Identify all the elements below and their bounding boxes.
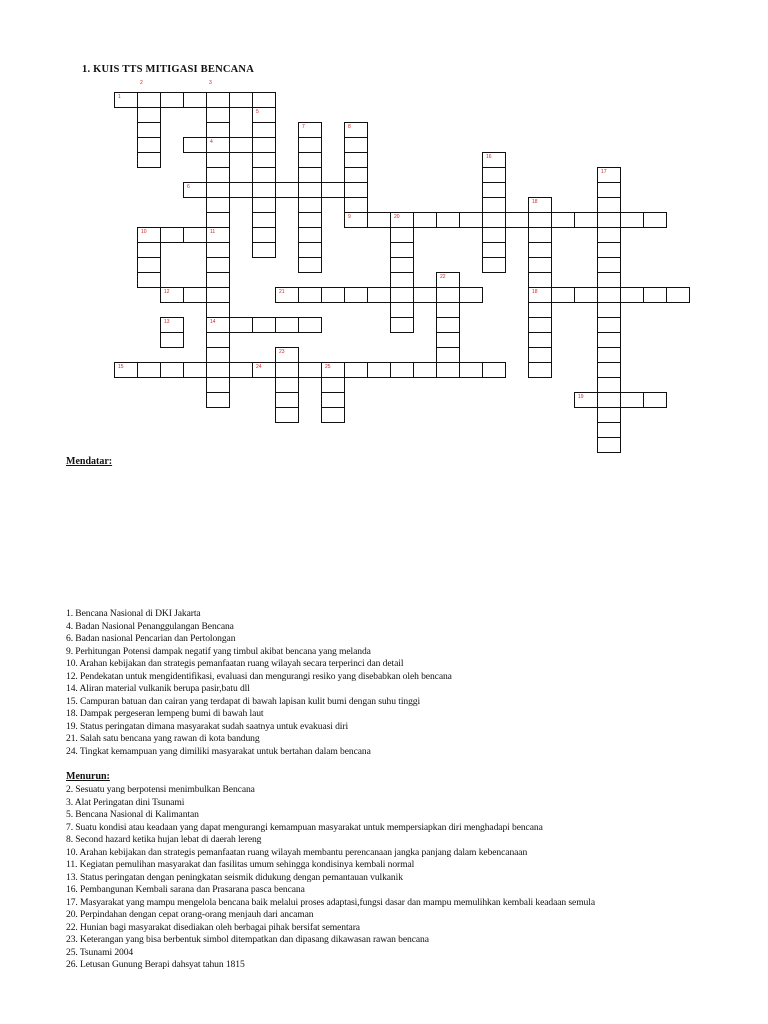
crossword-cell[interactable] [137,152,161,168]
crossword-cell[interactable] [275,347,299,363]
crossword-cell[interactable] [252,212,276,228]
crossword-cell[interactable] [436,302,460,318]
crossword-cell[interactable] [206,197,230,213]
crossword-cell[interactable] [482,362,506,378]
down-clue: 7. Suatu kondisi atau keadaan yang dapat mengurangi kemampuan masyarakat untuk mempersiapkan diri menghadapi bencana [66,821,543,833]
down-clue: 26. Letusan Gunung Berapi dahsyat tahun 1815 [66,959,245,970]
crossword-cell[interactable] [298,152,322,168]
crossword-cell[interactable] [137,362,161,378]
crossword-cell[interactable] [137,137,161,153]
crossword-cell[interactable] [206,167,230,183]
down-heading: Menurun: [66,771,110,782]
crossword-cell[interactable] [206,317,230,333]
crossword-cell[interactable] [620,392,644,408]
down-clue: 16. Pembangunan Kembali sarana dan Prasarana pasca bencana [66,884,305,895]
crossword-cell[interactable] [597,437,621,453]
clue-number: 12 [164,289,170,295]
clue-number: 8 [348,124,351,130]
crossword-cell[interactable] [321,392,345,408]
crossword-cell[interactable] [252,182,276,198]
crossword-cell[interactable] [344,137,368,153]
crossword-cell[interactable] [183,137,207,153]
crossword-cell[interactable] [528,212,552,228]
crossword-cell[interactable] [206,182,230,198]
crossword-cell[interactable] [390,287,414,303]
crossword-cell[interactable] [413,287,437,303]
crossword-cell[interactable] [344,362,368,378]
crossword-cell[interactable] [114,92,138,108]
clue-number: 9 [348,214,351,220]
crossword-cell[interactable] [160,362,184,378]
crossword-cell[interactable] [321,182,345,198]
clue-number: 11 [210,229,216,235]
crossword-cell[interactable] [344,122,368,138]
crossword-cell[interactable] [390,302,414,318]
crossword-cell[interactable] [344,212,368,228]
crossword-cell[interactable] [183,287,207,303]
crossword-cell[interactable] [206,257,230,273]
crossword-cell[interactable] [436,347,460,363]
crossword-cell[interactable] [505,212,529,228]
crossword-cell[interactable] [436,317,460,333]
crossword-cell[interactable] [321,362,345,378]
crossword-cell[interactable] [597,347,621,363]
page-title: 1. KUIS TTS MITIGASI BENCANA [82,64,254,75]
clue-number: 17 [601,169,607,175]
crossword-cell[interactable] [620,212,644,228]
crossword-cell[interactable] [206,152,230,168]
clue-number: 2 [140,80,143,86]
crossword-cell[interactable] [597,212,621,228]
crossword-cell[interactable] [275,407,299,423]
crossword-cell[interactable] [390,362,414,378]
clue-number: 7 [302,124,305,130]
crossword-cell[interactable] [206,272,230,288]
crossword-cell[interactable] [482,152,506,168]
clue-number: 1 [118,94,121,100]
crossword-cell[interactable] [298,227,322,243]
crossword-cell[interactable] [252,227,276,243]
across-clue: 21. Salah satu bencana yang rawan di kota bandung [66,733,260,744]
clue-number: 19 [578,394,584,400]
crossword-cell[interactable] [574,392,598,408]
crossword-cell[interactable] [160,287,184,303]
crossword-cell[interactable] [252,92,276,108]
crossword-cell[interactable] [367,362,391,378]
crossword-cell[interactable] [206,347,230,363]
crossword-cell[interactable] [321,377,345,393]
crossword-cell[interactable] [597,377,621,393]
clue-number: 18 [532,289,538,295]
crossword-cell[interactable] [459,212,483,228]
crossword-cell[interactable] [206,302,230,318]
crossword-cell[interactable] [229,182,253,198]
crossword-cell[interactable] [367,212,391,228]
crossword-cell[interactable] [528,317,552,333]
across-clue: 4. Badan Nasional Penanggulangan Bencana [66,620,234,632]
crossword-cell[interactable] [206,137,230,153]
down-clue: 3. Alat Peringatan dini Tsunami [66,796,185,808]
crossword-cell[interactable] [528,287,552,303]
crossword-cell[interactable] [597,422,621,438]
down-clue: 5. Bencana Nasional di Kalimantan [66,809,199,820]
clue-number: 18 [532,199,538,205]
crossword-cell[interactable] [252,122,276,138]
crossword-cell[interactable] [183,227,207,243]
crossword-cell[interactable] [528,242,552,258]
crossword-cell[interactable] [160,332,184,348]
crossword-cell[interactable] [275,287,299,303]
crossword-grid [0,0,768,470]
crossword-cell[interactable] [206,212,230,228]
crossword-cell[interactable] [574,287,598,303]
crossword-cell[interactable] [436,212,460,228]
crossword-cell[interactable] [206,377,230,393]
crossword-cell[interactable] [597,302,621,318]
crossword-cell[interactable] [252,242,276,258]
down-clue: 8. Second hazard ketika hujan lebat di daerah lereng [66,834,262,845]
crossword-cell[interactable] [252,167,276,183]
crossword-cell[interactable] [528,227,552,243]
crossword-cell[interactable] [528,302,552,318]
crossword-cell[interactable] [597,242,621,258]
crossword-cell[interactable] [298,197,322,213]
clue-number: 3 [209,80,212,86]
crossword-cell[interactable] [436,272,460,288]
crossword-cell[interactable] [344,287,368,303]
across-clue: 18. Dampak pergeseran lempeng bumi di bawah laut [66,708,264,719]
crossword-cell[interactable] [298,362,322,378]
crossword-cell[interactable] [597,407,621,423]
crossword-cell[interactable] [206,287,230,303]
crossword-cell[interactable] [574,212,598,228]
across-clue: 15. Campuran batuan dan cairan yang terdapat di bawah lapisan kulit bumi dengan suhu tinggi [66,695,421,707]
crossword-cell[interactable] [298,242,322,258]
down-clue: 17. Masyarakat yang mampu mengelola bencana baik melalui proses adaptasi,fungsi dasar dan mampu memulihkan kembali keadaan semula [66,896,595,908]
crossword-cell[interactable] [321,407,345,423]
crossword-cell[interactable] [344,167,368,183]
crossword-cell[interactable] [367,287,391,303]
crossword-cell[interactable] [298,212,322,228]
crossword-cell[interactable] [643,287,667,303]
crossword-cell[interactable] [413,212,437,228]
crossword-cell[interactable] [298,317,322,333]
crossword-cell[interactable] [229,362,253,378]
crossword-cell[interactable] [436,287,460,303]
crossword-cell[interactable] [275,392,299,408]
crossword-cell[interactable] [482,197,506,213]
down-clue: 22. Hunian bagi masyarakat disediakan oleh berbagai pihak bersifat sementara [66,921,360,933]
clue-number: 6 [187,184,190,190]
across-clue: 6. Badan nasional Pencarian dan Pertolongan [66,633,236,644]
crossword-cell[interactable] [597,182,621,198]
clue-number: 23 [279,349,285,355]
crossword-cell[interactable] [528,332,552,348]
crossword-cell[interactable] [482,227,506,243]
crossword-cell[interactable] [183,182,207,198]
crossword-cell[interactable] [206,92,230,108]
crossword-cell[interactable] [206,107,230,123]
crossword-cell[interactable] [597,272,621,288]
crossword-cell[interactable] [137,92,161,108]
crossword-cell[interactable] [252,362,276,378]
crossword-cell[interactable] [252,317,276,333]
crossword-cell[interactable] [160,227,184,243]
down-clue: 11. Kegiatan pemulihan masyarakat dan fasilitas umum sehingga kondisinya kembali normal [66,859,415,870]
crossword-cell[interactable] [459,362,483,378]
crossword-cell[interactable] [528,362,552,378]
crossword-cell[interactable] [643,392,667,408]
across-clue: 19. Status peringatan dimana masyarakat sudah saatnya untuk evakuasi diri [66,720,349,732]
crossword-cell[interactable] [413,362,437,378]
crossword-cell[interactable] [482,257,506,273]
crossword-cell[interactable] [390,212,414,228]
crossword-cell[interactable] [482,167,506,183]
crossword-cell[interactable] [528,272,552,288]
crossword-cell[interactable] [482,242,506,258]
crossword-cell[interactable] [229,92,253,108]
crossword-cell[interactable] [275,362,299,378]
crossword-cell[interactable] [390,227,414,243]
crossword-cell[interactable] [597,392,621,408]
crossword-cell[interactable] [275,182,299,198]
crossword-cell[interactable] [275,317,299,333]
across-clue: 14. Aliran material vulkanik berupa pasir,batu dll [66,683,250,694]
crossword-cell[interactable] [344,152,368,168]
clue-number: 4 [210,139,213,145]
crossword-cell[interactable] [275,377,299,393]
crossword-cell[interactable] [298,287,322,303]
clue-number: 21 [279,289,285,295]
clue-number: 24 [256,364,262,370]
crossword-cell[interactable] [298,122,322,138]
crossword-cell[interactable] [137,242,161,258]
clue-number: 25 [325,364,331,370]
crossword-cell[interactable] [597,257,621,273]
clue-number: 16 [486,154,492,160]
crossword-cell[interactable] [137,107,161,123]
crossword-cell[interactable] [436,332,460,348]
crossword-cell[interactable] [137,272,161,288]
crossword-cell[interactable] [597,197,621,213]
crossword-cell[interactable] [390,242,414,258]
crossword-cell[interactable] [597,332,621,348]
crossword-cell[interactable] [390,317,414,333]
crossword-cell[interactable] [252,152,276,168]
crossword-cell[interactable] [551,287,575,303]
crossword-cell[interactable] [528,347,552,363]
crossword-cell[interactable] [482,182,506,198]
crossword-cell[interactable] [298,182,322,198]
across-clue-list [66,608,452,758]
clue-number: 22 [440,274,446,280]
crossword-cell[interactable] [137,227,161,243]
down-clue: 25. Tsunami 2004 [66,946,134,958]
clue-number: 20 [394,214,400,220]
crossword-cell[interactable] [597,317,621,333]
across-clue: 12. Pendekatan untuk mengidentifikasi, evaluasi dan mengurangi resiko yang disebabkan oleh bencana [66,670,452,682]
crossword-cell[interactable] [298,257,322,273]
crossword-cell[interactable] [206,332,230,348]
across-clue: 9. Perhitungan Potensi dampak negatif yang timbul akibat bencana yang melanda [66,645,371,657]
crossword-cell[interactable] [482,212,506,228]
crossword-cell[interactable] [344,197,368,213]
crossword-cell[interactable] [298,167,322,183]
down-clue: 23. Keterangan yang bisa berbentuk simbol ditempatkan dan dipasang dikawasan rawan bencana [66,934,429,945]
clue-number: 15 [118,364,124,370]
down-clue: 2. Sesuatu yang berpotensi menimbulkan Bencana [66,784,255,795]
down-clue: 13. Status peringatan dengan peningkatan seismik didukung dengan pemantauan vulkanik [66,871,403,883]
clue-number: 13 [164,319,170,325]
crossword-cell[interactable] [597,227,621,243]
down-clue: 20. Perpindahan dengan cepat orang-orang menjauh dari ancaman [66,909,314,920]
clue-number: 10 [141,229,147,235]
down-clue-list [66,784,595,972]
crossword-cell[interactable] [643,212,667,228]
crossword-cell[interactable] [114,362,138,378]
across-heading: Mendatar: [66,456,113,467]
crossword-cell[interactable] [252,197,276,213]
across-clue: 10. Arahan kebijakan dan strategis pemanfaatan ruang wilayah secara terperinci dan detail [66,658,404,669]
crossword-cell[interactable] [206,242,230,258]
crossword-cell[interactable] [160,317,184,333]
crossword-cell[interactable] [551,212,575,228]
down-clue: 10. Arahan kebijakan dan strategis pemanfaatan ruang wilayah membantu perencanaan jangka panjang dalam kebencanaan [66,846,528,858]
crossword-cell[interactable] [206,362,230,378]
crossword-cell[interactable] [597,287,621,303]
crossword-cell[interactable] [344,182,368,198]
crossword-cell[interactable] [390,272,414,288]
crossword-cell[interactable] [206,122,230,138]
across-clue: 24. Tingkat kemampuan yang dimiliki masyarakat untuk bertahan dalam bencana [66,745,371,757]
crossword-cell[interactable] [137,257,161,273]
crossword-cell[interactable] [597,167,621,183]
crossword-cell[interactable] [528,197,552,213]
crossword-cell[interactable] [206,227,230,243]
crossword-cell[interactable] [321,287,345,303]
crossword-cell[interactable] [620,287,644,303]
crossword-cell[interactable] [666,287,690,303]
crossword-cell[interactable] [183,362,207,378]
crossword-cell[interactable] [229,317,253,333]
across-clue: 1. Bencana Nasional di DKI Jakarta [66,608,201,619]
crossword-cell[interactable] [206,392,230,408]
crossword-cell[interactable] [252,107,276,123]
crossword-cell[interactable] [459,287,483,303]
crossword-cell[interactable] [137,122,161,138]
crossword-cell[interactable] [298,137,322,153]
crossword-cell[interactable] [183,92,207,108]
crossword-cell[interactable] [390,257,414,273]
crossword-cell[interactable] [528,257,552,273]
crossword-cell[interactable] [597,362,621,378]
clue-number: 14 [210,319,216,325]
crossword-cell[interactable] [160,92,184,108]
crossword-cell[interactable] [436,362,460,378]
crossword-cell[interactable] [229,137,253,153]
clue-number: 5 [256,109,259,115]
crossword-cell[interactable] [252,137,276,153]
